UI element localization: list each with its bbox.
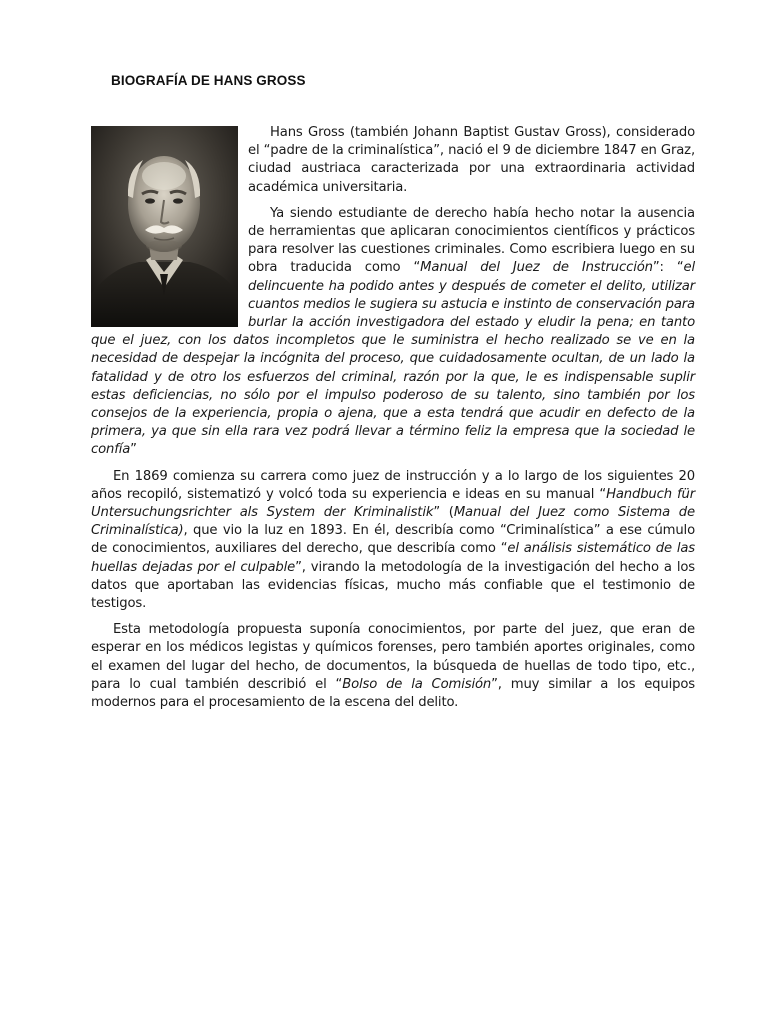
italic-text: Manual del Juez de Instrucción xyxy=(420,260,653,276)
text-run: ”, virando la metodología de la investigación del hecho a los datos que aportaban las evidencias físicas, mucho más confiable que el testimonio de testigos. xyxy=(91,559,695,612)
text-run: ”, muy similar a los equipos modernos para el procesamiento de la escena del delito. xyxy=(91,676,695,711)
text-run: ” ( xyxy=(433,505,454,521)
text-run: ”: “ xyxy=(652,260,684,276)
text-run: Hans Gross (también Johann Baptist Gustav Gross), considerado el “padre de la criminalística”, nació el 9 de diciembre 1847 en Graz, ciudad austriaca caracterizada por una extraordinaria actividad académica universitaria. xyxy=(248,125,695,195)
text-run: Esta metodología propuesta suponía conocimientos, por parte del juez, que eran de esperar en los médicos legistas y químicos forenses, pero también aportes originales, como el examen del lugar del hecho, de documentos, la búsqueda de huellas de todo tipo, etc., para lo cual también describió el “ xyxy=(91,622,695,692)
italic-text: el análisis sistemático de las huellas dejadas por el culpable xyxy=(91,541,695,575)
text-run: , que vio la luz en 1893. En él, describía como “Criminalística” a ese cúmulo de conocimientos, auxiliares del derecho, que describía como “ xyxy=(91,523,695,557)
italic-text: Manual del Juez como Sistema de Criminalística) xyxy=(91,505,695,539)
portrait-image xyxy=(91,126,238,327)
paragraph-3 xyxy=(91,468,695,614)
document-body xyxy=(91,124,695,720)
portrait-photo xyxy=(91,126,238,327)
italic-text: el delincuente ha podido antes y después de cometer el delito, utilizar cuantos medios le sugiera su astucia e instinto de conservación para burlar la acción investigadora del estado y eludir la pena; en tanto que el juez, con los datos incompletos que le suministra el hecho realizado se ve en la necesidad de despejar la incógnita del proceso, que cuidadosamente ocultan, de un lado la fatalidad y de otro los esfuerzos del criminal, razón por la que, le es indispensable suplir estas deficiencias, no sólo por el impulso poderoso de su talento, sino también por los consejos de la experiencia, propia o ajena, que a esta tendrá que acudir en defecto de la primera, ya que sin ella rara vez podrá llevar a término feliz la empresa que la sociedad le confía xyxy=(91,260,696,458)
text-run: En 1869 comienza su carrera como juez de instrucción y a lo largo de los siguientes 20 años recopiló, sistematizó y volcó toda su experiencia e ideas en su manual “ xyxy=(91,468,695,502)
text-run: ” xyxy=(130,442,137,458)
paragraph-4 xyxy=(91,621,695,712)
document-title: BIOGRAFÍA DE HANS GROSS xyxy=(111,73,306,88)
text-run: Ya siendo estudiante de derecho había hecho notar la ausencia de herramientas que aplicaran conocimientos científicos y prácticos para resolver las cuestiones criminales. Como escribiera luego en su obra traducida como “ xyxy=(248,205,695,276)
italic-text: Handbuch für Untersuchungsrichter als System der Kriminalistik xyxy=(91,486,695,521)
italic-text: Bolso de la Comisión xyxy=(342,676,492,692)
